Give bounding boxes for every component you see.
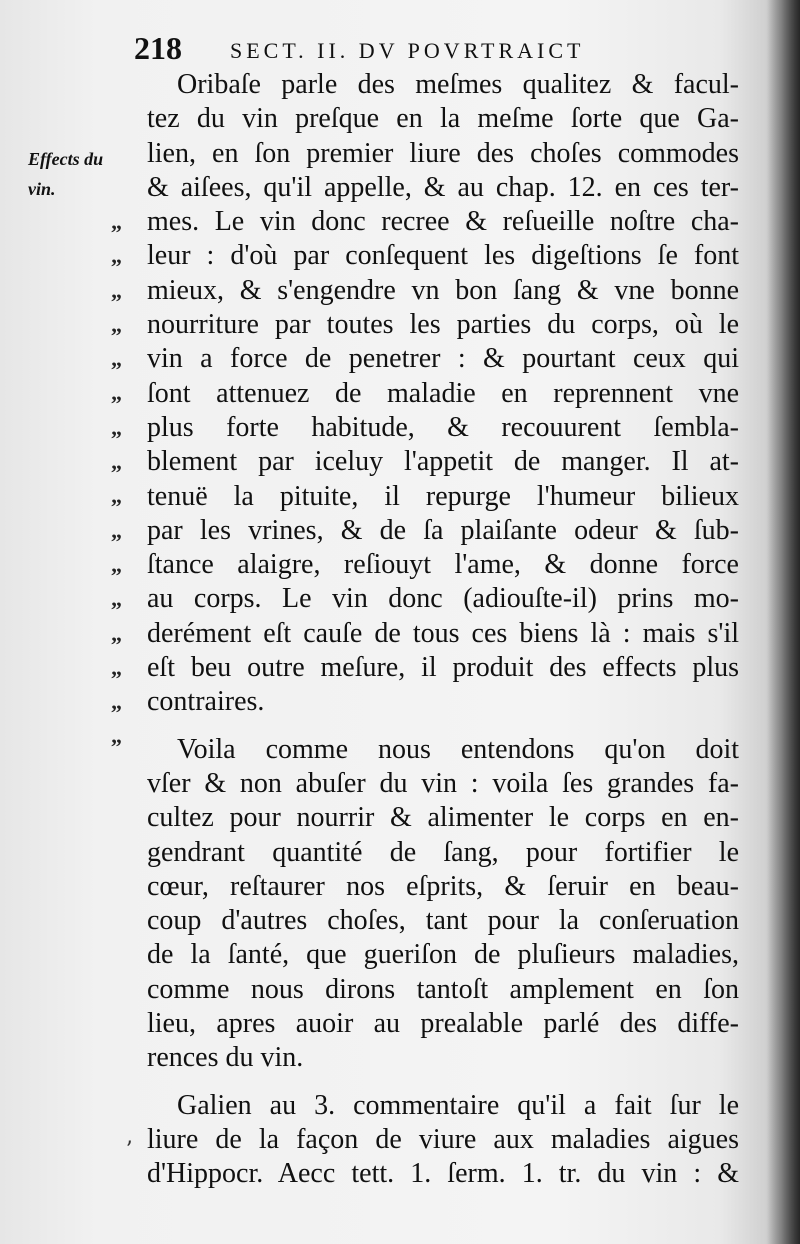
paragraph [147, 68, 739, 720]
text-line: ſtance alaigre, reſiouyt l'ame, & donne force [147, 549, 739, 581]
text-line: blement par iceluy l'appetit de manger. Il at- [147, 446, 739, 478]
text-line: tez du vin preſque en la meſme ſorte que Ga- [147, 103, 739, 135]
page-number: 218 [134, 30, 182, 66]
body-text [147, 68, 739, 1192]
text-line: Oribaſe parle des meſmes qualitez & facul- [177, 69, 739, 100]
paragraph [147, 1089, 739, 1192]
text-line: lien, en ſon premier liure des choſes commodes [147, 137, 739, 169]
text-line: par les vrines, & de ſa plaiſante odeur & ſub- [147, 514, 739, 546]
quote-mark: „ [111, 346, 122, 372]
text-line: nourriture par toutes les parties du corps, où le [147, 309, 739, 341]
running-head [134, 30, 674, 70]
text-line: plus forte habitude, & recouurent ſembla- [147, 411, 739, 443]
text-line: derément eſt cauſe de tous ces biens là : mais s'il [147, 617, 739, 649]
quote-mark: „ [111, 620, 122, 646]
text-line: rences du vin. [147, 1042, 304, 1074]
quote-mark: „ [111, 483, 122, 509]
text-line: ſont attenuez de maladie en reprennent vne [147, 377, 739, 409]
text-line: mes. Le vin donc recree & reſueille noſtre cha- [147, 206, 739, 238]
text-line: tenuë la pituite, il repurge l'humeur bilieux [147, 480, 739, 512]
quote-mark: „ [111, 414, 122, 440]
text-line: & aiſees, qu'il appelle, & au chap. 12. en ces ter- [147, 171, 739, 203]
quote-mark: „ [111, 209, 122, 234]
text-line: liure de la façon de viure aux maladies aigues [147, 1123, 739, 1155]
text-line: leur : d'où par conſequent les digeſtions ſe font [147, 240, 739, 272]
quote-mark: „ [111, 689, 122, 715]
text-line: cœur, reſtaurer nos eſprits, & ſeruir en beau- [147, 870, 739, 902]
quote-mark: „ [111, 277, 122, 303]
quote-mark: „ [111, 517, 122, 543]
quote-mark: „ [111, 243, 122, 269]
text-line: vin a force de penetrer : & pourtant ceux qui [147, 343, 739, 375]
margin-note [28, 144, 128, 204]
quote-mark: „ [111, 380, 122, 406]
text-line: comme nous dirons tantoſt amplement en ſon [147, 973, 739, 1005]
text-line: lieu, apres auoir au prealable parlé des diffe- [147, 1008, 739, 1040]
margin-note-line: Effects du [28, 149, 104, 169]
paragraph [147, 733, 739, 1076]
text-line: cultez pour nourrir & alimenter le corps en en- [147, 802, 739, 834]
text-line: de la ſanté, que gueriſon de pluſieurs maladies, [147, 939, 739, 971]
text-line: mieux, & s'engendre vn bon ſang & vne bonne [147, 274, 739, 306]
stray-mark: ʼ [125, 1138, 132, 1163]
quote-mark: „ [111, 586, 122, 612]
quotation-marks-column [111, 205, 141, 754]
running-head-title: SECT. II. DV POVRTRAICT [230, 38, 585, 63]
text-line: Voila comme nous entendons qu'on doit [177, 733, 739, 765]
text-line: contraires. [147, 686, 265, 718]
text-line: Galien au 3. commentaire qu'il a fait ſur le [177, 1089, 739, 1121]
text-line: gendrant quantité de ſang, pour fortifier le [147, 836, 739, 868]
quote-mark: „ [111, 311, 122, 337]
text-line: vſer & non abuſer du vin : voila ſes grandes fa- [147, 767, 739, 799]
text-line: eſt beu outre meſure, il produit des effects plus [147, 652, 739, 684]
text-line: d'Hippocr. Aecc tett. 1. ſerm. 1. tr. du vin : & [147, 1158, 739, 1190]
quote-mark: „ [111, 449, 122, 475]
text-line: au corps. Le vin donc (adiouſte-il) prins mo- [147, 583, 739, 615]
quote-mark: „ [111, 551, 122, 577]
quote-mark: „ [111, 654, 122, 680]
book-gutter-shadow [766, 0, 800, 1244]
margin-note-line: vin. [28, 179, 56, 199]
quote-mark: „ [111, 723, 122, 749]
text-line: coup d'autres choſes, tant pour la conſeruation [147, 905, 739, 937]
